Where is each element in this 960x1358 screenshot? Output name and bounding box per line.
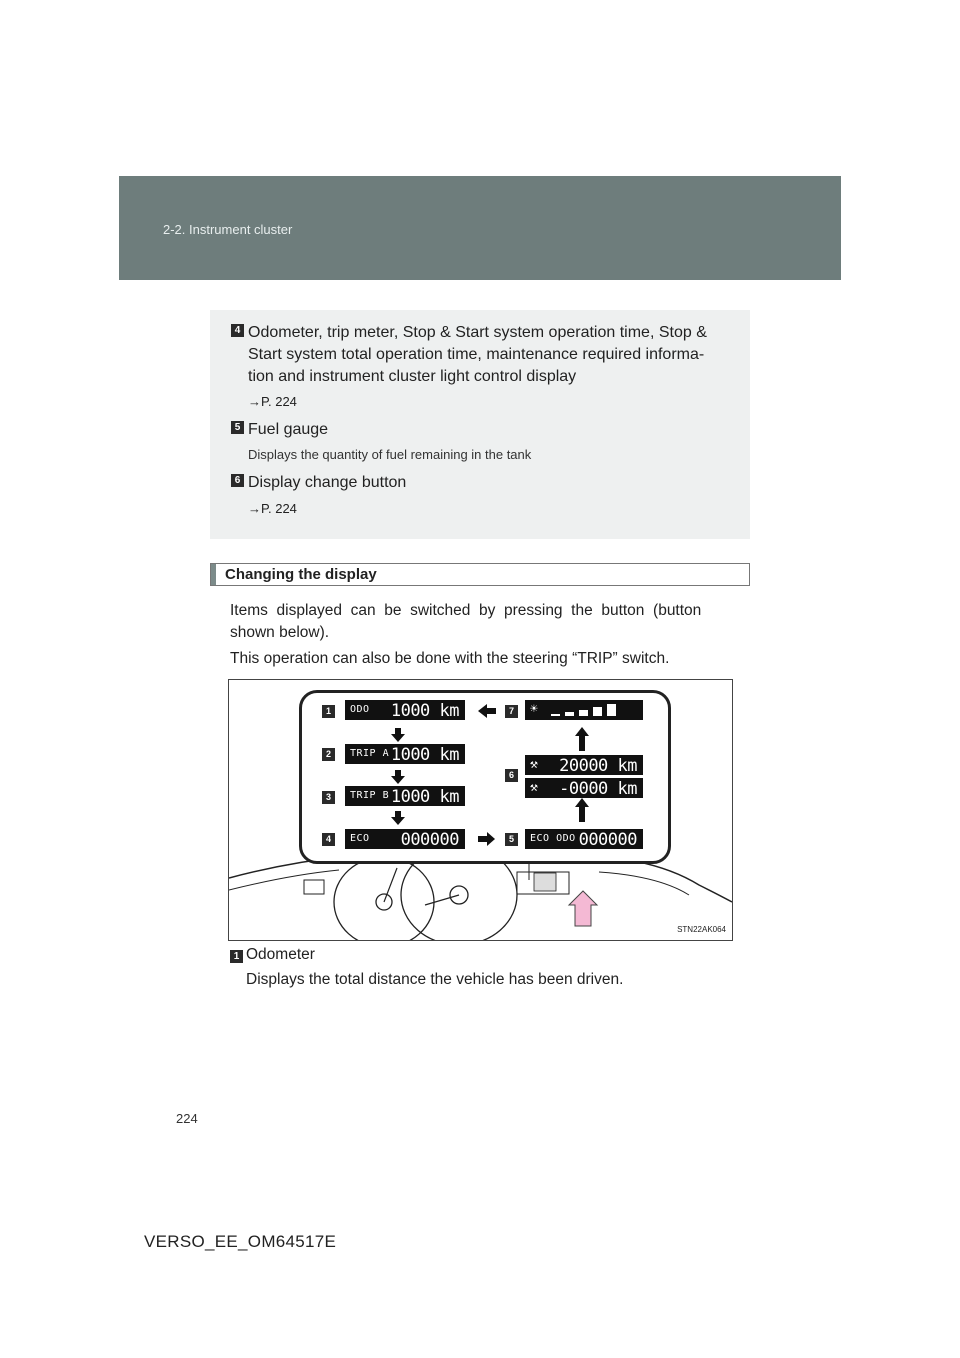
eco-odo-display xyxy=(525,829,643,849)
display-label: TRIP B xyxy=(350,790,390,801)
section-title: Changing the display xyxy=(225,566,377,583)
display-value: 1000 km xyxy=(390,787,459,807)
display-value: 000000 xyxy=(400,830,459,850)
brightness-icon: ☀ xyxy=(530,702,539,717)
arrow-down-icon xyxy=(391,734,405,742)
document-code: VERSO_EE_OM64517E xyxy=(144,1232,337,1251)
display-value: 000000 xyxy=(578,830,637,850)
section-accent xyxy=(211,564,216,585)
odometer-title: Odometer xyxy=(246,946,315,963)
item-number-badge: 6 xyxy=(231,474,244,487)
info-item-title: Fuel gauge xyxy=(248,421,329,438)
eco-display xyxy=(345,829,465,849)
info-box xyxy=(210,310,750,539)
item-number-badge: 4 xyxy=(231,324,244,337)
figure-badge-5: 5 xyxy=(505,833,518,846)
info-item-5 xyxy=(231,419,328,441)
odo-display xyxy=(345,700,465,720)
arrow-left-icon xyxy=(478,704,496,718)
section-header xyxy=(119,176,841,280)
figure-badge-2: 2 xyxy=(322,748,335,761)
figure-code: STN22AK064 xyxy=(677,925,726,934)
display-value: 1000 km xyxy=(390,745,459,765)
info-item-title: Display change button xyxy=(248,474,407,491)
body-line-2: shown below). xyxy=(230,624,330,641)
display-value: -0000 km xyxy=(559,779,637,799)
display-label: ECO ODO xyxy=(530,833,576,844)
info-item-title-cont: Start system total operation time, maintenance required informa- xyxy=(248,346,705,363)
wrench-icon: ⚒ xyxy=(530,757,539,772)
wrench-icon: ⚒ xyxy=(530,780,539,795)
trip-b-display xyxy=(345,786,465,806)
arrow-up-icon xyxy=(575,727,589,751)
display-value: 1000 km xyxy=(390,701,459,721)
figure-badge-4: 4 xyxy=(322,833,335,846)
figure-badge-3: 3 xyxy=(322,791,335,804)
info-item-6 xyxy=(231,472,406,494)
figure-badge-7: 7 xyxy=(505,705,518,718)
display-label: TRIP A xyxy=(350,748,390,759)
maintenance-display-a xyxy=(525,755,643,775)
body-line-3: This operation can also be done with the steering “TRIP” switch. xyxy=(230,650,670,667)
brightness-level-bars xyxy=(551,702,621,718)
info-item-desc: Displays the quantity of fuel remaining in the tank xyxy=(248,447,532,462)
item-number-badge: 5 xyxy=(231,421,244,434)
light-control-display xyxy=(525,700,643,720)
figure-badge-1: 1 xyxy=(322,705,335,718)
arrow-down-icon xyxy=(391,817,405,825)
arrow-down-icon xyxy=(391,776,405,784)
body-line-1: Items displayed can be switched by pressing the button (button xyxy=(230,602,702,619)
arrow-up-icon xyxy=(575,798,589,822)
figure-badge-6: 6 xyxy=(505,769,518,782)
page-number: 224 xyxy=(176,1111,198,1126)
info-item-title: Odometer, trip meter, Stop & Start system operation time, Stop & xyxy=(248,324,707,341)
display-value: 20000 km xyxy=(559,756,637,776)
trip-a-display xyxy=(345,744,465,764)
page-reference: →P. 224 xyxy=(248,501,297,516)
page-reference: →P. 224 xyxy=(248,394,297,409)
section-header-title: 2-2. Instrument cluster xyxy=(163,222,293,237)
arrow-right-icon xyxy=(478,832,496,846)
odometer-desc: Displays the total distance the vehicle has been driven. xyxy=(246,971,624,988)
info-item-title-cont: tion and instrument cluster light control display xyxy=(248,368,577,385)
section-title-bar xyxy=(210,563,750,586)
info-item-4 xyxy=(231,322,707,344)
maintenance-display-b xyxy=(525,778,643,798)
display-label: ODO xyxy=(350,704,370,715)
display-change-figure xyxy=(228,679,733,941)
display-label: ECO xyxy=(350,833,370,844)
item-number-badge: 1 xyxy=(230,950,243,963)
